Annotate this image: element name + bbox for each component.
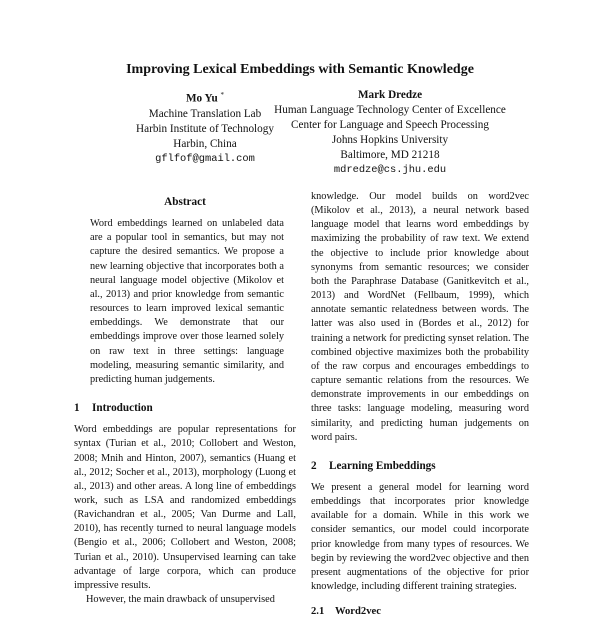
affiliation-line: Baltimore, MD 21218 xyxy=(340,149,440,161)
author-block-dredze xyxy=(272,88,508,178)
abstract-heading: Abstract xyxy=(164,196,206,208)
abstract-text: Word embeddings learned on unlabeled data are a popular tool in semantics, but may not capture the desired semantics. We propose a new learning objective that incorporates both a neural language model objective (Mikolov et al., 2013) and prior knowledge from semantic resources to learn improved lexical semantic embeddings. We demonstrate that our embeddings improve over those learned solely on raw text in three settings: language modeling, measuring semantic similarity, and predicting human judgements. xyxy=(90,218,284,385)
author-name: Mark Dredze xyxy=(357,89,423,101)
affiliation-line: Harbin Institute of Technology xyxy=(136,122,274,135)
paragraph: We present a general model for learning word embeddings that incorporates prior knowledge available for a domain. While in this work we consider semantics, our model could incorporate prior knowledge from many types of resources. We begin by reviewing the word2vec objective and then present augmentations of the objective for prior knowledge, including different training strategies. xyxy=(311,481,529,593)
paragraph: However, the main drawback of unsupervised xyxy=(86,594,275,606)
right-column xyxy=(311,190,529,625)
affiliation-line: Machine Translation Lab xyxy=(148,107,262,120)
left-column xyxy=(74,195,296,607)
affiliation-line: Harbin, China xyxy=(173,137,237,150)
section-heading: 1 Introduction xyxy=(74,402,153,415)
subsection-heading: 2.1 Word2vec xyxy=(311,606,381,618)
paragraph: knowledge. Our model builds on word2vec (Mikolov et al., 2013), a neural network based language model that learns word embeddings by maximizing the probability of raw text. We extend the objective to include prior knowledge about synonyms from semantic resources; we consider both the Paraphrase Database (Ganitkevitch et al., 2013) and WordNet (Fellbaum, 1999), which annotate semantic relatedness between words. The latter was also used in (Bordes et al., 2012) for training a network for predicting synset relation. The combined objective maximizes both the probability of the raw corpus and encourages embeddings to capture semantic relations from the resources. We demonstrate improvements in our embeddings on three tasks: language modeling, measuring word similarity, and predicting human judgements on word pairs. xyxy=(311,191,529,443)
author-name: Mo Yu * xyxy=(185,91,225,105)
affiliation-line: Johns Hopkins University xyxy=(331,134,449,146)
paragraph: Word embeddings are popular representations for syntax (Turian et al., 2010; Collobert and Weston, 2008; Mnih and Hinton, 2007), semantics (Huang et al., 2012; Socher et al., 2013), morphology (Luong et al., 2013) and other areas. A long line of embeddings work, such as LSA and randomized embeddings (Ravichandran et al., 2005; Van Durme and Lall, 2010), has recently turned to neural language models (Bengio et al., 2006; Collobert and Weston, 2008; Turian et al., 2010). Unsupervised learning can take advantage of large corpora, which can produce impressive results. xyxy=(74,424,296,591)
affiliation-line: Human Language Technology Center of Excellence xyxy=(274,104,506,116)
affiliation-line: Center for Language and Speech Processing xyxy=(291,119,489,131)
author-email: gflfof@gmail.com xyxy=(155,152,255,165)
section-heading: 2 Learning Embeddings xyxy=(311,459,436,472)
paper-title: Improving Lexical Embeddings with Semantic Knowledge xyxy=(126,62,474,77)
author-email: mdredze@cs.jhu.edu xyxy=(333,164,447,176)
